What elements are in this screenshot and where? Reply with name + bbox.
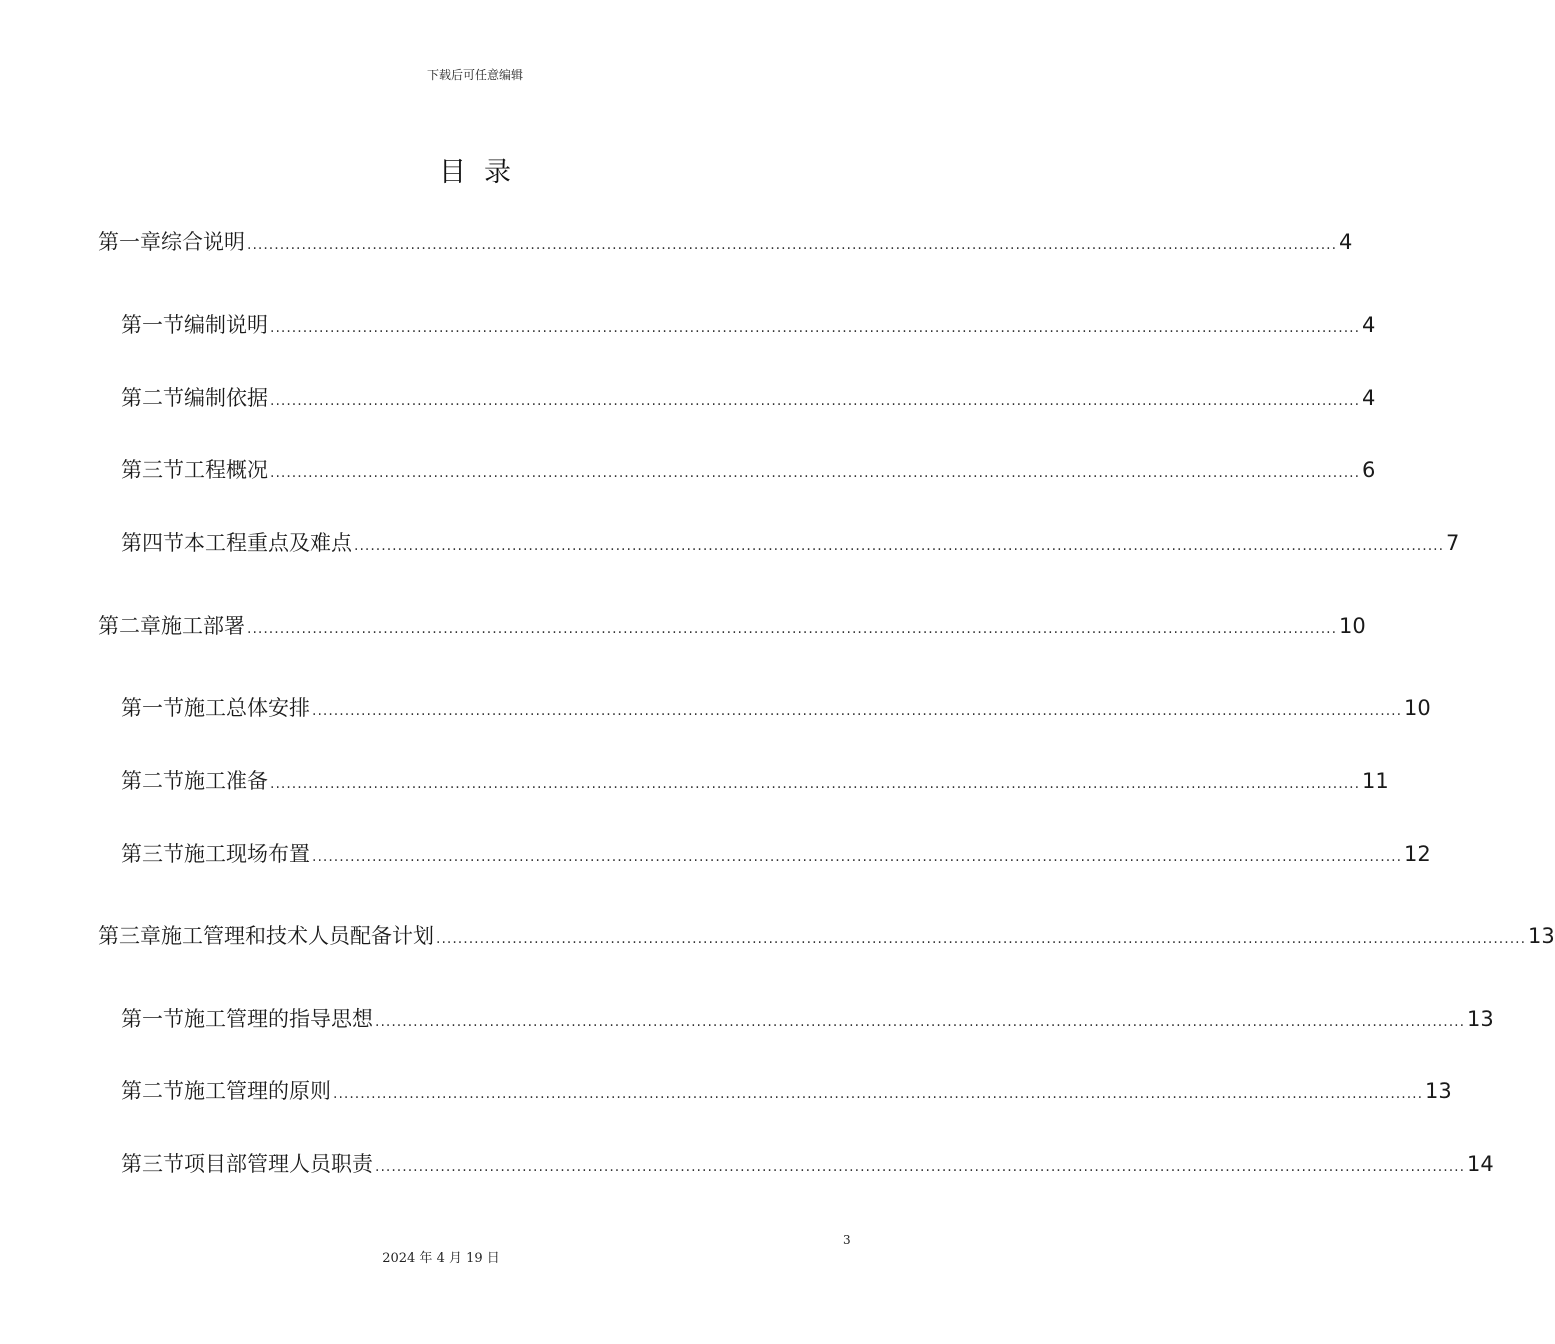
toc-entry-section-1-4[interactable] (121, 528, 1460, 558)
toc-entry-section-2-3[interactable] (121, 839, 1431, 869)
toc-entry-title: 本工程重点及难点 (184, 531, 352, 555)
toc-entry-page: 13 (1425, 1079, 1452, 1103)
toc-entry-title: 施工现场布置 (184, 842, 310, 866)
dot-leader: ........................................................................................................................................................................................................ (436, 931, 1527, 947)
toc-entry-number: 第二章 (98, 614, 161, 638)
toc-title: 目录 (439, 157, 529, 188)
toc-entry-section-1-2[interactable] (121, 383, 1376, 413)
dot-leader: ........................................................................................................................................................................................................ (375, 1014, 1466, 1030)
dot-leader: ........................................................................................................................................................................................................ (312, 703, 1403, 719)
dot-leader: ........................................................................................................................................................................................................ (270, 465, 1361, 481)
dot-leader: ........................................................................................................................................................................................................ (247, 237, 1338, 253)
toc-entry-chapter-3[interactable] (98, 921, 1555, 951)
toc-entry-section-3-2[interactable] (121, 1076, 1452, 1106)
toc-entry-page: 4 (1362, 386, 1376, 410)
toc-entry-chapter-2[interactable] (98, 611, 1366, 641)
dot-leader: ........................................................................................................................................................................................................ (375, 1159, 1466, 1175)
toc-entry-number: 第四节 (121, 531, 184, 555)
toc-entry-section-2-2[interactable] (121, 766, 1389, 796)
toc-entry-number: 第二节 (121, 386, 184, 410)
toc-entry-title: 项目部管理人员职责 (184, 1152, 373, 1176)
toc-entry-section-3-1[interactable] (121, 1004, 1494, 1034)
toc-entry-title: 施工准备 (184, 769, 268, 793)
page-header: 下载后可任意编辑 (426, 68, 523, 82)
toc-entry-page: 7 (1446, 531, 1460, 555)
toc-entry-section-1-1[interactable] (121, 310, 1376, 340)
toc-entry-number: 第一节 (121, 313, 184, 337)
toc-entry-page: 10 (1339, 614, 1366, 638)
dot-leader: ........................................................................................................................................................................................................ (312, 849, 1403, 865)
dot-leader: ........................................................................................................................................................................................................ (354, 538, 1445, 554)
toc-entry-page: 11 (1362, 769, 1389, 793)
toc-entry-title: 编制说明 (184, 313, 268, 337)
toc-entry-number: 第一节 (121, 1007, 184, 1031)
toc-entry-number: 第二节 (121, 1079, 184, 1103)
toc-entry-page: 12 (1404, 842, 1431, 866)
toc-entry-title: 施工管理和技术人员配备计划 (161, 924, 434, 948)
dot-leader: ........................................................................................................................................................................................................ (270, 320, 1361, 336)
toc-entry-number: 第三节 (121, 842, 184, 866)
toc-entry-title: 综合说明 (161, 230, 245, 254)
toc-entry-chapter-1[interactable] (98, 227, 1353, 257)
toc-entry-page: 13 (1467, 1007, 1494, 1031)
footer-date: 2024 年 4 月 19 日 (382, 1251, 500, 1266)
toc-entry-section-2-1[interactable] (121, 693, 1431, 723)
dot-leader: ........................................................................................................................................................................................................ (270, 393, 1361, 409)
dot-leader: ........................................................................................................................................................................................................ (333, 1086, 1424, 1102)
toc-entry-number: 第一节 (121, 696, 184, 720)
toc-entry-title: 施工总体安排 (184, 696, 310, 720)
toc-entry-number: 第二节 (121, 769, 184, 793)
toc-entry-page: 6 (1362, 458, 1376, 482)
page-number: 3 (843, 1233, 851, 1247)
toc-entry-page: 14 (1467, 1152, 1494, 1176)
toc-entry-title: 编制依据 (184, 386, 268, 410)
toc-entry-section-3-3[interactable] (121, 1149, 1494, 1179)
toc-entry-page: 10 (1404, 696, 1431, 720)
dot-leader: ........................................................................................................................................................................................................ (270, 776, 1361, 792)
toc-entry-title: 工程概况 (184, 458, 268, 482)
toc-entry-section-1-3[interactable] (121, 455, 1376, 485)
toc-entry-number: 第三章 (98, 924, 161, 948)
toc-entry-page: 4 (1362, 313, 1376, 337)
toc-entry-title: 施工管理的指导思想 (184, 1007, 373, 1031)
toc-entry-page: 13 (1528, 924, 1555, 948)
toc-entry-title: 施工管理的原则 (184, 1079, 331, 1103)
toc-entry-number: 第三节 (121, 1152, 184, 1176)
toc-entry-number: 第一章 (98, 230, 161, 254)
toc-entry-page: 4 (1339, 230, 1353, 254)
dot-leader: ........................................................................................................................................................................................................ (247, 621, 1338, 637)
toc-entry-number: 第三节 (121, 458, 184, 482)
toc-entry-title: 施工部署 (161, 614, 245, 638)
